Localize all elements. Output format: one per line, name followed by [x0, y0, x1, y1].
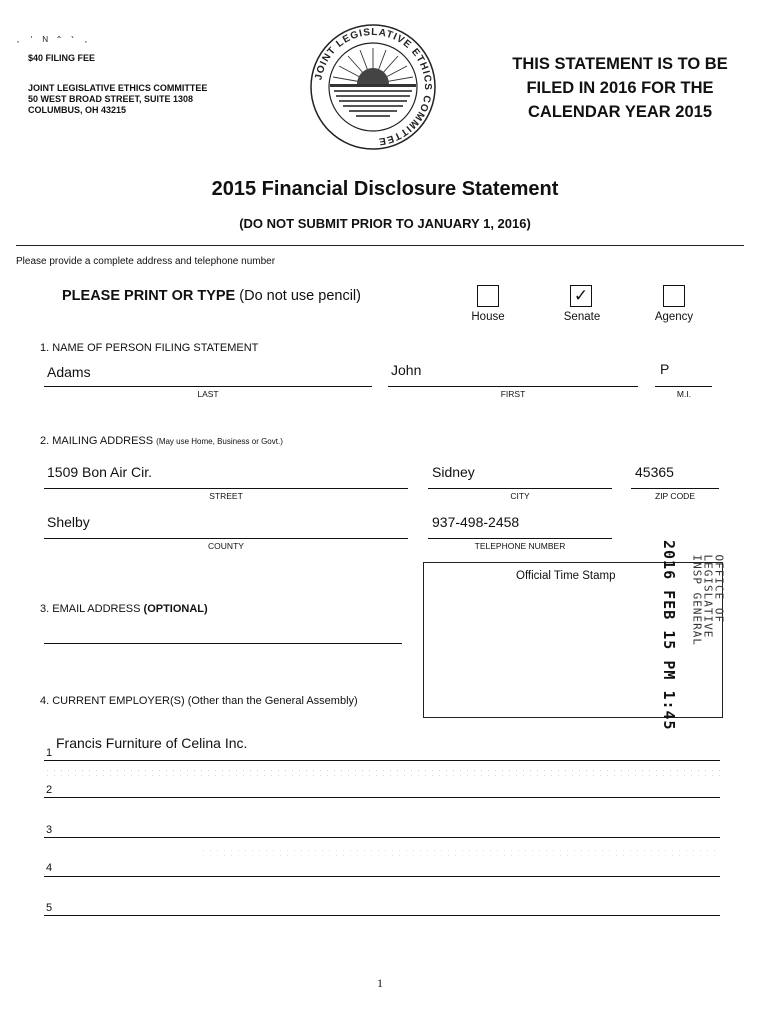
county-caption: COUNTY	[208, 541, 244, 551]
page-subtitle: (DO NOT SUBMIT PRIOR TO JANUARY 1, 2016)	[239, 216, 531, 231]
first-name-caption: FIRST	[500, 389, 526, 399]
phone-underline	[428, 538, 612, 539]
employer-1-field[interactable]: Francis Furniture of Celina Inc.	[56, 735, 248, 751]
time-stamp-date: 2016 FEB 15 PM 1:45	[660, 540, 678, 731]
email-field[interactable]	[47, 624, 397, 642]
print-note	[62, 288, 361, 304]
section2-note: (May use Home, Business or Govt.)	[156, 437, 283, 446]
county-field[interactable]: Shelby	[47, 514, 90, 530]
zip-caption: ZIP CODE	[655, 491, 695, 501]
header-divider	[16, 245, 744, 246]
time-stamp-office-line: LEGISLATIVE	[701, 554, 715, 639]
time-stamp-office	[692, 555, 725, 675]
phone-caption: TELEPHONE NUMBER	[474, 541, 566, 551]
employer-2-number: 2	[46, 784, 53, 796]
page-number: 1	[377, 976, 383, 990]
employer-1-number: 1	[46, 747, 53, 759]
employer-3-field[interactable]	[60, 820, 700, 836]
section3-label	[40, 603, 208, 615]
city-field[interactable]: Sidney	[432, 464, 475, 480]
employer-3-number: 3	[46, 824, 53, 836]
employer-4-number: 4	[46, 862, 53, 874]
section1-label: 1. NAME OF PERSON FILING STATEMENT	[40, 342, 259, 354]
committee-address-line: 50 WEST BROAD STREET, SUITE 1308	[28, 94, 194, 104]
employer-3-underline	[44, 837, 720, 838]
phone-field[interactable]: 937-498-2458	[432, 514, 520, 530]
senate-checkbox-label: Senate	[563, 311, 601, 323]
last-name-field[interactable]: Adams	[47, 364, 91, 380]
employer-5-field[interactable]	[60, 898, 700, 914]
committee-address-line: JOINT LEGISLATIVE ETHICS COMMITTEE	[28, 83, 208, 93]
zip-underline	[631, 488, 719, 489]
section2-label	[40, 435, 283, 447]
filing-fee: $40 FILING FEE	[28, 53, 96, 63]
agency-checkbox-label: Agency	[654, 311, 694, 323]
seal-text: JOINT LEGISLATIVE ETHICS COMMITTEE	[313, 26, 434, 147]
first-name-field[interactable]: John	[391, 362, 422, 378]
senate-checkbox[interactable]: ✓	[570, 285, 592, 307]
employer-2-field[interactable]	[60, 780, 700, 796]
middle-initial-field[interactable]: P	[660, 361, 670, 377]
scan-noise	[200, 848, 720, 858]
agency-checkbox[interactable]	[663, 285, 685, 307]
instructions: Please provide a complete address and telephone number	[16, 256, 276, 267]
time-stamp-office-line: OFFICE OF	[712, 554, 726, 624]
zip-field[interactable]: 45365	[635, 464, 674, 480]
employer-4-underline	[44, 876, 720, 877]
page-title: 2015 Financial Disclosure Statement	[211, 178, 559, 200]
header-scribble: · ˈ ᴺ ˆ ˋ ·	[16, 34, 91, 48]
middle-initial-underline	[655, 386, 712, 387]
section3-label-text: 3. EMAIL ADDRESS	[40, 603, 144, 615]
employer-5-number: 5	[46, 902, 53, 914]
time-stamp-office-line: INSP GENERAL	[690, 554, 704, 646]
last-name-underline	[44, 386, 372, 387]
filing-notice-line: FILED IN 2016 FOR THE	[526, 79, 714, 97]
city-caption: CITY	[510, 491, 530, 501]
employer-5-underline	[44, 915, 720, 916]
section4-label: 4. CURRENT EMPLOYER(S) (Other than the General Assembly)	[40, 695, 358, 707]
email-underline	[44, 643, 402, 644]
time-stamp-box	[423, 562, 723, 718]
section2-label-text: 2. MAILING ADDRESS	[40, 435, 154, 447]
house-checkbox[interactable]	[477, 285, 499, 307]
last-name-caption: LAST	[197, 389, 219, 399]
employer-1-underline	[44, 760, 720, 761]
filing-notice-line: THIS STATEMENT IS TO BE	[512, 55, 728, 73]
employer-2-underline	[44, 797, 720, 798]
committee-address	[28, 83, 207, 116]
committee-seal	[308, 22, 438, 152]
street-field[interactable]: 1509 Bon Air Cir.	[47, 464, 153, 480]
city-underline	[428, 488, 612, 489]
section3-label-optional: (OPTIONAL)	[143, 603, 208, 615]
time-stamp-label: Official Time Stamp	[516, 570, 616, 582]
filing-notice-line: CALENDAR YEAR 2015	[528, 103, 712, 121]
print-note-bold: PLEASE PRINT OR TYPE	[62, 288, 236, 304]
print-note-normal: (Do not use pencil)	[235, 288, 361, 304]
employer-4-field[interactable]	[60, 858, 700, 874]
house-checkbox-label: House	[471, 311, 505, 323]
filing-notice	[480, 52, 760, 124]
first-name-underline	[388, 386, 638, 387]
county-underline	[44, 538, 408, 539]
street-caption: STREET	[209, 491, 243, 501]
scan-noise	[44, 768, 720, 778]
street-underline	[44, 488, 408, 489]
committee-address-line: COLUMBUS, OH 43215	[28, 105, 127, 115]
middle-initial-caption: M.I.	[676, 389, 692, 399]
